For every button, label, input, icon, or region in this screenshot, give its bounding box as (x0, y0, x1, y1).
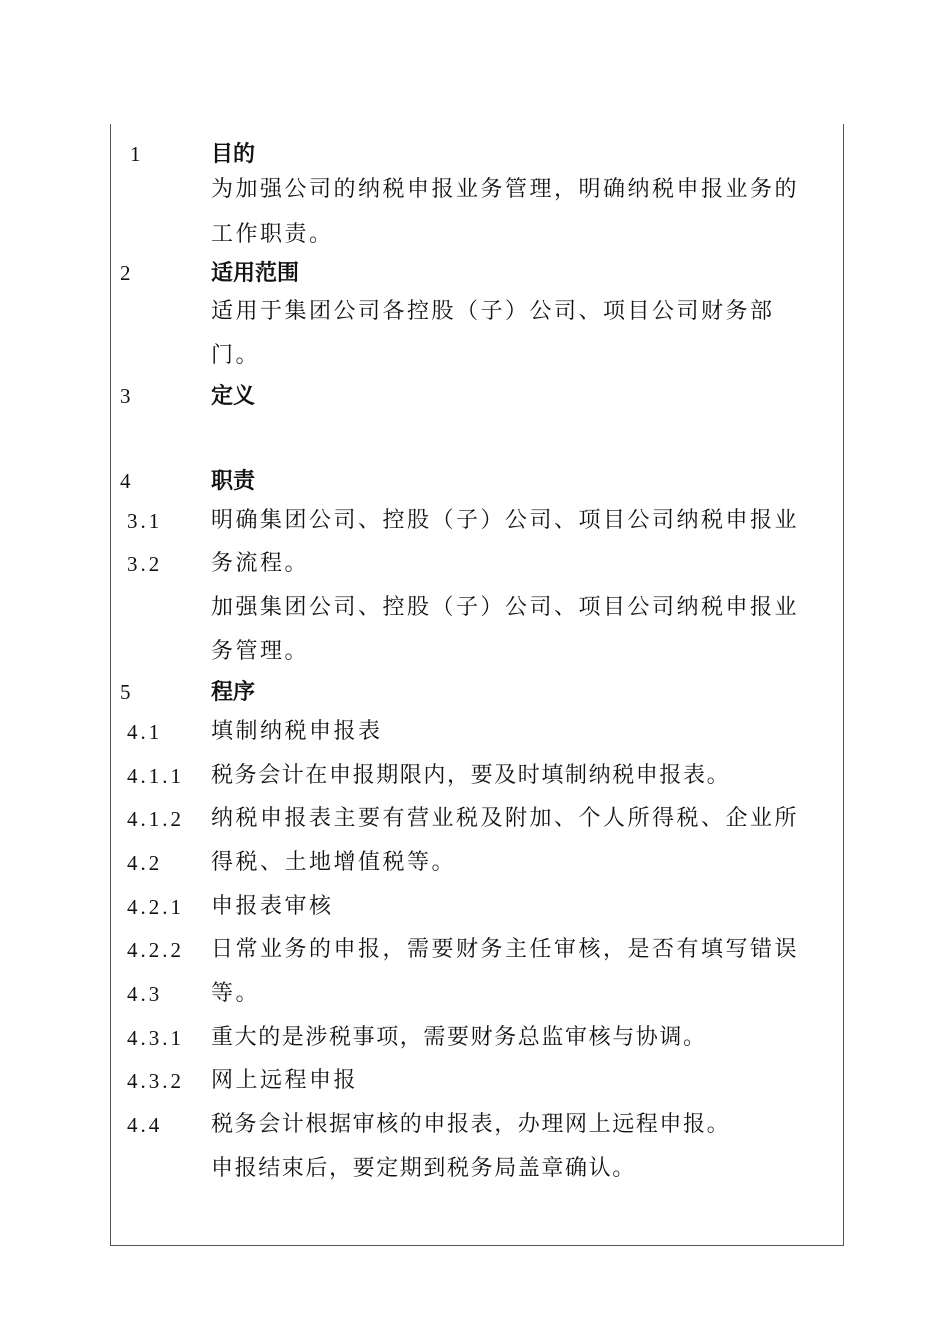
section-heading: 目的 (211, 141, 256, 167)
body-line: 明确集团公司、控股（子）公司、项目公司纳税申报业 (211, 508, 800, 533)
section-heading: 适用范围 (211, 260, 300, 286)
body-line: 适用于集团公司各控股（子）公司、项目公司财务部 (211, 299, 775, 324)
item-number: 4.3.1 (127, 1026, 184, 1050)
section-number: 4 (120, 469, 134, 493)
section-heading: 程序 (211, 679, 256, 705)
body-line: 等。 (211, 981, 261, 1006)
body-line: 得税、土地增值税等。 (211, 850, 457, 875)
section-number: 5 (120, 680, 134, 704)
body-line: 务管理。 (211, 639, 310, 664)
body-line: 务流程。 (211, 551, 310, 576)
body-line: 税务会计在申报期限内，要及时填制纳税申报表。 (211, 763, 731, 788)
section-heading: 定义 (211, 383, 256, 409)
item-number: 3.2 (127, 552, 163, 576)
body-line: 为加强公司的纳税申报业务管理，明确纳税申报业务的 (211, 177, 800, 202)
item-number: 4.4 (127, 1113, 163, 1137)
body-line: 纳税申报表主要有营业税及附加、个人所得税、企业所 (211, 806, 800, 831)
body-line: 申报结束后，要定期到税务局盖章确认。 (211, 1156, 636, 1181)
item-number: 4.1.2 (127, 807, 184, 831)
body-line: 工作职责。 (211, 222, 334, 247)
section-number: 1 (130, 142, 144, 166)
body-line: 网上远程申报 (211, 1068, 359, 1093)
item-number: 4.2.1 (127, 895, 184, 919)
body-line: 税务会计根据审核的申报表，办理网上远程申报。 (211, 1112, 731, 1137)
item-number: 4.3 (127, 982, 163, 1006)
item-number: 4.1 (127, 720, 163, 744)
section-heading: 职责 (211, 468, 256, 494)
body-line: 重大的是涉税事项，需要财务总监审核与协调。 (211, 1025, 707, 1050)
body-line: 填制纳税申报表 (211, 719, 383, 744)
section-number: 3 (120, 384, 134, 408)
item-number: 4.1.1 (127, 764, 184, 788)
body-line: 日常业务的申报，需要财务主任审核，是否有填写错误 (211, 937, 800, 962)
body-line: 加强集团公司、控股（子）公司、项目公司纳税申报业 (211, 595, 800, 620)
item-number: 4.3.2 (127, 1069, 184, 1093)
body-line: 申报表审核 (211, 894, 334, 919)
body-line: 门。 (211, 343, 261, 368)
section-number: 2 (120, 261, 134, 285)
item-number: 3.1 (127, 509, 163, 533)
item-number: 4.2 (127, 851, 163, 875)
item-number: 4.2.2 (127, 938, 184, 962)
